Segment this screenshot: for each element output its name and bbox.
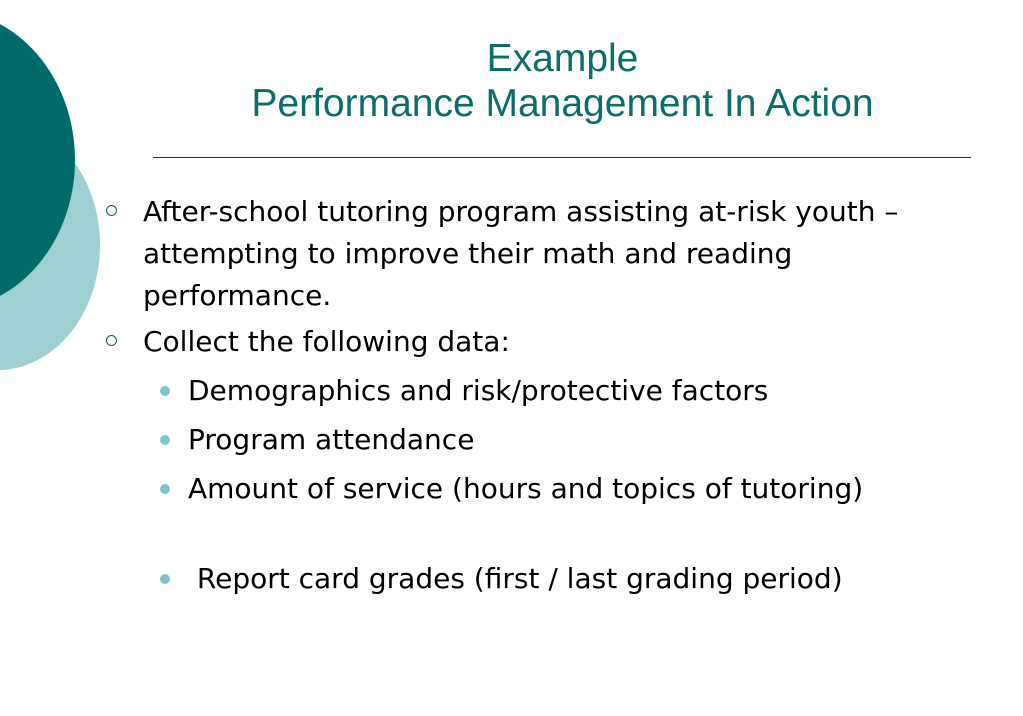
title-line-1: Example [486, 37, 639, 80]
bullet-item-tutoring-program: After-school tutoring program assisting at-risk youth – attempting to improve their math and reading performance. [143, 195, 899, 312]
hollow-circle-bullet-icon [106, 205, 117, 216]
sub-bullet-amount-of-service: Amount of service (hours and topics of tutoring) [188, 472, 864, 505]
sub-bullet-report-card-grades: Report card grades (first / last grading period) [188, 562, 843, 595]
dot-bullet-icon [160, 435, 170, 445]
sub-bullet-attendance: Program attendance [188, 423, 475, 456]
title-line-2: Performance Management In Action [251, 82, 874, 125]
hollow-circle-bullet-icon [106, 335, 117, 346]
dot-bullet-icon [160, 574, 170, 584]
sub-bullet-demographics: Demographics and risk/protective factors [188, 374, 769, 407]
bullet-item-collect-data: Collect the following data: [143, 325, 510, 358]
dot-bullet-icon [160, 484, 170, 494]
dot-bullet-icon [160, 386, 170, 396]
